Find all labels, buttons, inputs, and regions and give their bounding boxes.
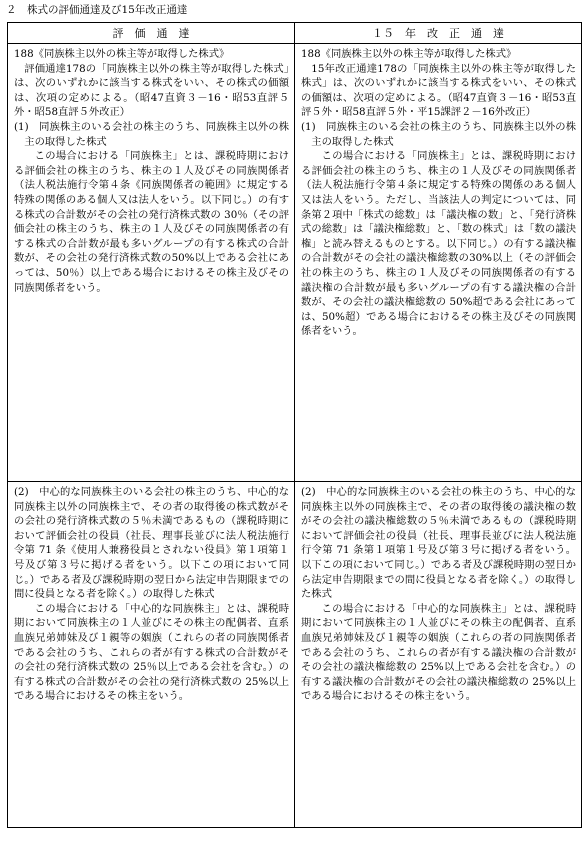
right-cell-item2	[295, 482, 582, 828]
comparison-table	[7, 22, 582, 828]
table-row-item2	[8, 482, 582, 828]
left-cell-item2	[8, 482, 295, 828]
section-heading: ２ 株式の評価通達及び15年改正通達	[6, 4, 188, 16]
column-header-left: 評 価 通 達	[8, 23, 295, 44]
table-row-item1	[8, 44, 582, 482]
right-item2-body: この場合における「中心的な同族株主」とは、課税時期において同族株主の１人並びにその株主の配偶者、直系血族兄弟姉妹及び１親等の姻族（これらの者の同族関係者である会社のうち、これらの者が有する議決権の合計数がその会社の議決権総数の 25%以上である会社を含む。）の有する議決権の合計数がその会社の議決権総数の 25%以上である場合におけるその株主をいう。	[301, 602, 576, 703]
right-intro: 15年改正通達178の「同族株主以外の株主等が取得した株式」は、次のいずれかに該当する株式をいい、その株式の価額は、次項の定めによる。（昭47直資３－16・昭53直評５外・昭58直評５外・平15課評２－16外改正）	[301, 62, 576, 119]
left-item1-title: (1) 同族株主のいる会社の株主のうち、同族株主以外の株主の取得した株式	[14, 120, 289, 148]
right-item2-title: (2) 中心的な同族株主のいる会社の株主のうち、中心的な同族株主以外の同族株主で、その者の取得後の議決権の数がその会社の議決権総数の５％未満であるもの（課税時期において評価会社の役員（社長、理事長並びに法人税法施行令第 71 条第１項第１号及び第３号に掲げる者をいう。以下この項において同じ。）である者及び課税時期の翌日から法定申告期限までの間に役員となる者を除く。）の取得した株式	[301, 486, 576, 601]
right-cell-item1	[295, 44, 582, 482]
left-cell-item1	[8, 44, 295, 482]
left-item2-body: この場合における「中心的な同族株主」とは、課税時期において同族株主の１人並びにその株主の配偶者、直系血族兄弟姉妹及び１親等の姻族（これらの者の同族関係者である会社のうち、これらの者が有する株式の合計数がその会社の発行済株式数の 25％以上である会社を含む。）の有する株式の合計数がその会社の発行済株式数の 25%以上である場合におけるその株主をいう。	[14, 602, 289, 703]
left-title: 188《同族株主以外の株主等が取得した株式》	[14, 48, 230, 60]
right-title: 188《同族株主以外の株主等が取得した株式》	[301, 48, 517, 60]
header-row	[8, 23, 582, 44]
right-item1-title: (1) 同族株主のいる会社の株主のうち、同族株主以外の株主の取得した株式	[301, 120, 576, 148]
left-intro: 評価通達178の「同族株主以外の株主等が取得した株式」は、次のいずれかに該当する株式をいい、その株式の価額は、次項の定めによる。（昭47直資３－16・昭53直評５外・昭58直評５外改正）	[14, 62, 289, 119]
left-item1-body: この場合における「同族株主」とは、課税時期における評価会社の株主のうち、株主の１人及びその同族関係者（法人税法施行令第４条《同族関係者の範囲》に規定する特殊の関係のある個人又は法人をいう。以下同じ。）の有する株式の合計数がその会社の発行済株式数の 30％（その評価会社の株主のうち、株主の１人及びその同族関係者の有する株式の合計数が最も多いグループの有する株式の合計数が、その会社の発行済株式数の50%以上である会社にあっては、50％）以上である場合におけるその株主及びその同族関係者をいう。	[14, 150, 289, 294]
column-header-right: １５ 年 改 正 通 達	[295, 23, 582, 44]
right-item1-body: この場合における「同族株主」とは、課税時期における評価会社の株主のうち、株主の１人及びその同族関係者（法人税法施行令第４条に規定する特殊の関係のある個人又は法人をいう。ただし、当該法人の判定については、同条第２項中「株式の総数」は「議決権の数」と、「発行済株式の総数」は「議決権総数」と、「数の株式」は「数の議決権」と読み替えるものとする。以下同じ。）の有する議決権の合計数がその会社の議決権総数の30%以上（その評価会社の株主のうち、株主の１人及びその同族関係者の有する議決権の合計数が最も多いグループの有する議決権の合計数が、その会社の議決権総数の 50%超である会社にあっては、50%超）である場合におけるその株主及びその同族関係者をいう。	[301, 150, 576, 338]
left-item2-title: (2) 中心的な同族株主のいる会社の株主のうち、中心的な同族株主以外の同族株主で、その者の取得後の株式数がその会社の発行済株式数の５％未満であるもの（課税時期において評価会社の役員（社長、理事長並びに法人税法施行令第 71 条《使用人兼務役員とされない役員》第１項第１号及び第３号に掲げる者をいう。以下この項において同じ。）である者及び課税時期の翌日から法定申告期限までの間に役員となる者を除く。）の取得した株式	[14, 486, 289, 601]
